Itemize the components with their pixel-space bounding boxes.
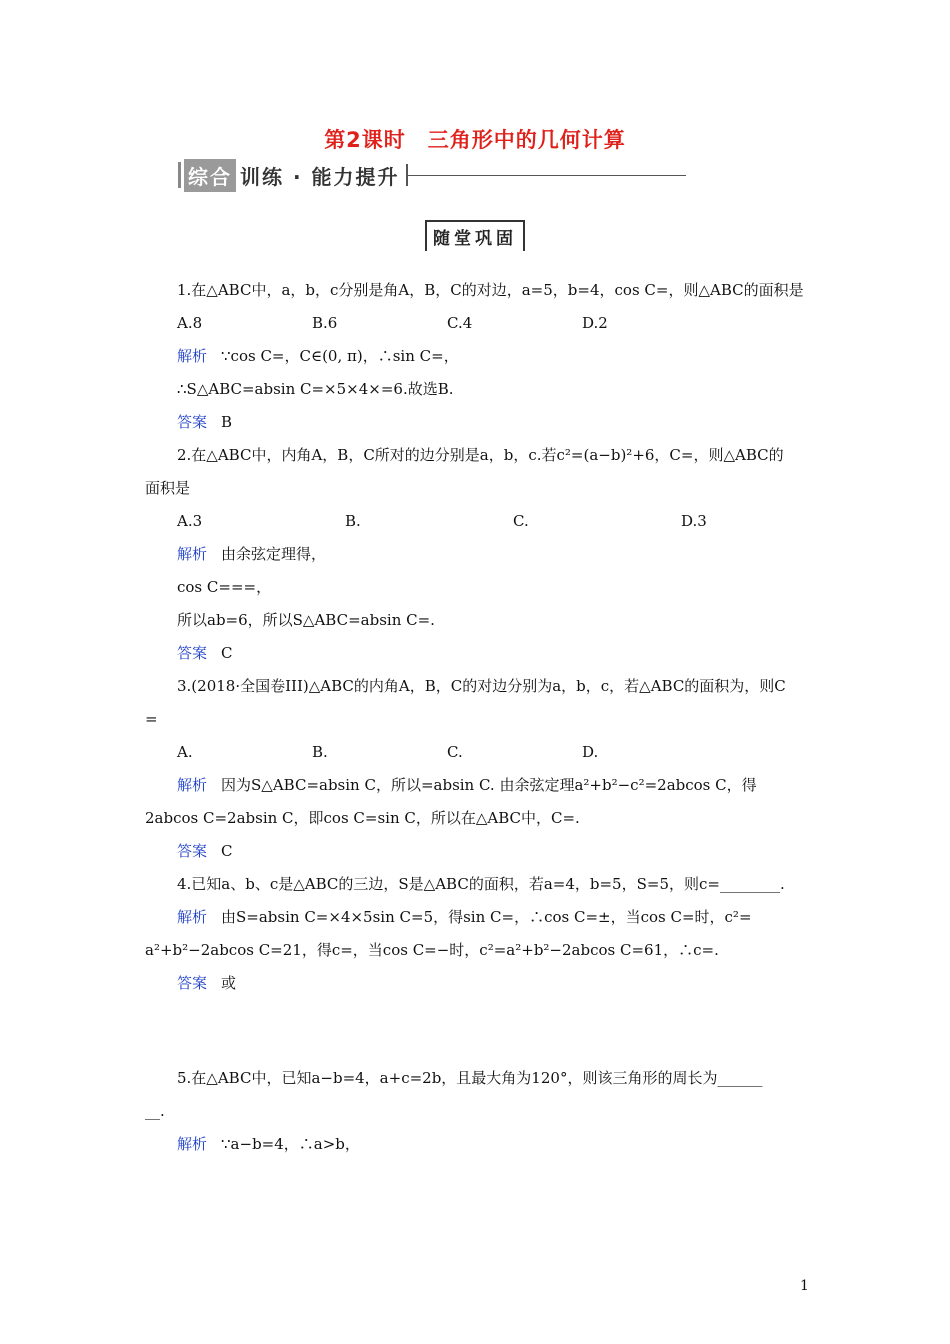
- q1-answer: B: [221, 413, 233, 431]
- q1-options: [145, 307, 810, 340]
- option-c: C.4: [447, 314, 473, 332]
- spacer: [145, 1000, 810, 1062]
- q3-analysis-line: [145, 769, 810, 802]
- q4-analysis-line: [145, 901, 810, 934]
- answer-label: 答案: [177, 842, 208, 860]
- q3-options: [145, 736, 810, 769]
- q3-analysis-1: 因为S△ABC=absin C，所以=absin C. 由余弦定理a²+b²−c²=2abcos C，得: [221, 776, 757, 794]
- q5-analysis-line: [145, 1128, 810, 1161]
- q4-analysis-2: a²+b²−2abcos C=21，得c=，当cos C=−时，c²=a²+b²−2abcos C=61，∴c=.: [145, 941, 719, 959]
- subheading: [0, 220, 950, 251]
- q5-stem-2: __.: [145, 1102, 165, 1120]
- q1-analysis-2: ∴S△ABC=absin C=×5×4×=6.故选B.: [177, 380, 454, 398]
- answer-label: 答案: [177, 413, 208, 431]
- q3-stem-1: 3.(2018·全国卷III)△ABC的内角A，B，C的对边分别为a，b，c，若△ABC的面积为，则C: [177, 677, 786, 695]
- analysis-label: 解析: [177, 545, 208, 563]
- q1-answer-line: [145, 406, 810, 439]
- q2-analysis-2: cos C===，: [177, 578, 272, 596]
- q2-answer: C: [221, 644, 233, 662]
- option-a: A.8: [177, 314, 203, 332]
- questions-content: [145, 274, 810, 1161]
- banner-left-bar: [178, 162, 181, 188]
- option-c: C.: [447, 743, 463, 761]
- q2-analysis-1: 由余弦定理得，: [221, 545, 327, 563]
- page-title: 第2课时 三角形中的几何计算: [324, 128, 626, 152]
- section-banner: [178, 160, 686, 190]
- q2-options: [145, 505, 810, 538]
- answer-label: 答案: [177, 974, 208, 992]
- q4-answer-line: [145, 967, 810, 1000]
- q1-analysis-1: ∵cos C=，C∈(0, π)，∴sin C=，: [221, 347, 459, 365]
- q3-stem-2: =: [145, 710, 158, 728]
- option-a: A.: [177, 743, 193, 761]
- q1-analysis-line: [145, 340, 810, 373]
- analysis-label: 解析: [177, 347, 208, 365]
- subheading-label: 随堂巩固: [425, 220, 525, 251]
- q2-answer-line: [145, 637, 810, 670]
- option-c: C.: [513, 512, 529, 530]
- analysis-label: 解析: [177, 1135, 208, 1153]
- option-a: A.3: [177, 512, 203, 530]
- option-d: D.3: [681, 512, 707, 530]
- option-b: B.: [345, 512, 361, 530]
- option-b: B.6: [312, 314, 338, 332]
- q4-answer: 或: [221, 974, 237, 992]
- q1-stem: 1.在△ABC中，a，b，c分别是角A，B，C的对边，a=5，b=4，cos C=，则△ABC的面积是: [177, 281, 804, 299]
- q5-analysis-1: ∵a−b=4，∴a>b，: [221, 1135, 360, 1153]
- option-d: D.2: [582, 314, 608, 332]
- banner-divider-line: [408, 175, 686, 176]
- q4-stem: 4.已知a、b、c是△ABC的三边，S是△ABC的面积，若a=4，b=5，S=5，则c=________.: [177, 875, 785, 893]
- answer-label: 答案: [177, 644, 208, 662]
- section-tag: 综合: [184, 159, 236, 192]
- q3-answer-line: [145, 835, 810, 868]
- q2-analysis-3: 所以ab=6，所以S△ABC=absin C=.: [177, 611, 435, 629]
- q2-stem-1: 2.在△ABC中，内角A，B，C所对的边分别是a，b，c.若c²=(a−b)²+6，C=，则△ABC的: [177, 446, 784, 464]
- analysis-label: 解析: [177, 908, 208, 926]
- section-title: 训练 · 能力提升: [240, 164, 400, 189]
- analysis-label: 解析: [177, 776, 208, 794]
- page-number: 1: [800, 1278, 809, 1294]
- option-b: B.: [312, 743, 328, 761]
- q2-analysis-line: [145, 538, 810, 571]
- option-d: D.: [582, 743, 599, 761]
- q3-answer: C: [221, 842, 233, 860]
- q4-analysis-1: 由S=absin C=×4×5sin C=5，得sin C=，∴cos C=±，当cos C=时，c²=: [221, 908, 752, 926]
- q2-stem-2: 面积是: [145, 479, 191, 497]
- q3-analysis-2: 2abcos C=2absin C，即cos C=sin C，所以在△ABC中，C=.: [145, 809, 580, 827]
- q5-stem-1: 5.在△ABC中，已知a−b=4，a+c=2b，且最大角为120°，则该三角形的周长为______: [177, 1069, 763, 1087]
